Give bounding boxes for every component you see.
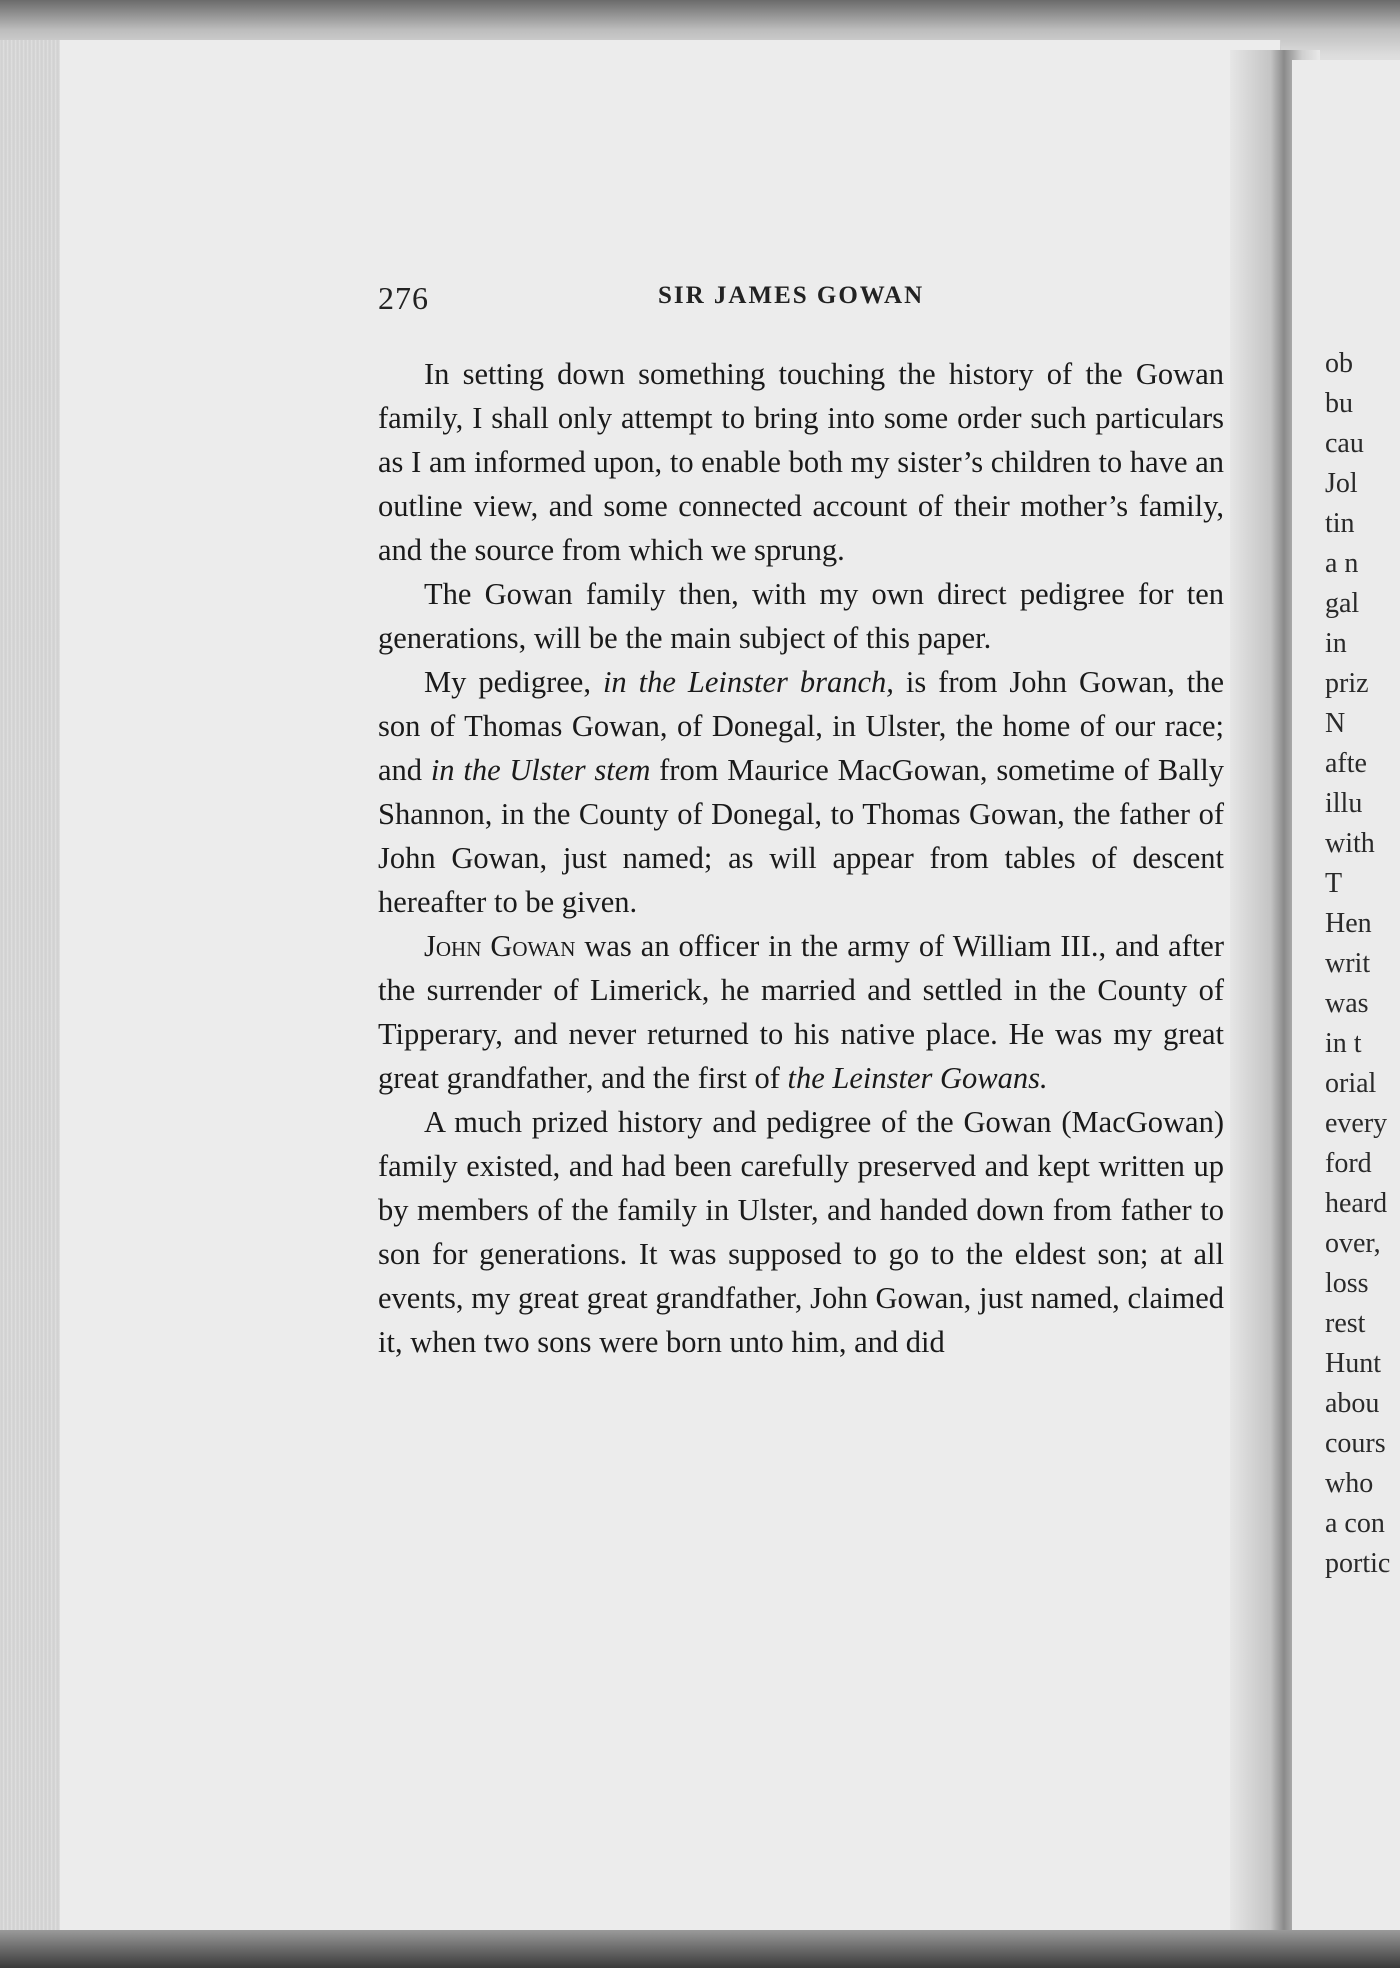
- page-header: [378, 280, 1208, 330]
- facing-page-line: ford: [1325, 1148, 1372, 1179]
- paragraph-5: A much prized history and pedigree of the Gowan (MacGowan) family existed, and had been carefully preserved and kept written up by members of the family in Ulster, and handed down from father to son for generations. It was supposed to go to the eldest son; at all events, my great great grandfather, John Gowan, just named, claimed it, when two sons were born unto him, and did: [378, 1105, 1224, 1359]
- facing-page-line: Hen: [1325, 908, 1372, 939]
- facing-page-line: rest: [1325, 1308, 1366, 1339]
- facing-page-line: cours: [1325, 1428, 1386, 1459]
- facing-page-text: [1325, 344, 1400, 1584]
- facing-page-line: who: [1325, 1468, 1374, 1499]
- paragraph-3-text-e: from Maurice MacGowan, sometime of Bally Shannon, in the County of Donegal, to Thomas Gowan, the father of John Gowan, just named; as will appear from tables of descent hereafter to be given.: [378, 753, 1224, 919]
- paragraph-3-text-a: My pedigree,: [424, 665, 603, 699]
- paragraph-4-text-b: was an officer in the army of William III., and after the surrender of Limerick, he married and settled in the County of Tipperary, and never returned to his native place. He was my great great grandfather, and the first of: [378, 929, 1224, 1095]
- facing-page-line: with: [1325, 828, 1375, 859]
- paragraph-2: The Gowan family then, with my own direct pedigree for ten generations, will be the main subject of this paper.: [378, 577, 1224, 655]
- facing-page-line: priz: [1325, 668, 1369, 699]
- facing-page-line: afte: [1325, 748, 1367, 779]
- facing-page-line: every: [1325, 1108, 1388, 1139]
- facing-page-line: Hunt: [1325, 1348, 1381, 1379]
- facing-page-line: bu: [1325, 388, 1353, 419]
- facing-page-line: loss: [1325, 1268, 1369, 1299]
- facing-page-line: orial: [1325, 1068, 1377, 1099]
- paragraph-4: [378, 924, 1224, 1100]
- scan-bottom-shadow: [0, 1930, 1400, 1968]
- facing-page-line: illu: [1325, 788, 1363, 819]
- john-gowan-smallcaps: John Gowan: [424, 929, 576, 963]
- facing-page-line: T: [1325, 868, 1343, 899]
- leinster-branch-italic: in the Leinster branch,: [602, 665, 894, 699]
- facing-page-line: abou: [1325, 1388, 1380, 1419]
- facing-page-line: cau: [1325, 428, 1364, 459]
- body-text: [378, 352, 1224, 1364]
- facing-page-line: in t: [1325, 1028, 1362, 1059]
- leinster-gowans-italic: the Leinster Gowans.: [787, 1061, 1048, 1095]
- paragraph-3-text-c: is from John Gowan, the son of Thomas Gowan, of Donegal, in Ulster, the home of our race; and: [378, 665, 1224, 787]
- facing-page-line: in: [1325, 628, 1347, 659]
- running-head: SIR JAMES GOWAN: [658, 282, 925, 309]
- facing-page-line: Jol: [1325, 468, 1358, 499]
- ulster-stem-italic: in the Ulster stem: [430, 753, 651, 787]
- facing-page-line: N: [1325, 708, 1346, 739]
- facing-page-line: portic: [1325, 1548, 1391, 1579]
- paragraph-1: In setting down something touching the history of the Gowan family, I shall only attempt to bring into some order such particulars as I am informed upon, to enable both my sister’s children to have an outline view, and some connected account of their mother’s family, and the source from which we sprung.: [378, 357, 1224, 567]
- facing-page-line: a con: [1325, 1508, 1385, 1539]
- paragraph-3: [378, 660, 1224, 924]
- facing-page-line: a n: [1325, 548, 1359, 579]
- facing-page-line: was: [1325, 988, 1369, 1019]
- facing-page-line: gal: [1325, 588, 1360, 619]
- facing-page-line: heard: [1325, 1188, 1388, 1219]
- facing-page-line: ob: [1325, 348, 1353, 379]
- page-number: 276: [378, 280, 429, 316]
- facing-page-line: over,: [1325, 1228, 1381, 1259]
- facing-page-line: tin: [1325, 508, 1355, 539]
- facing-page-line: writ: [1325, 948, 1371, 979]
